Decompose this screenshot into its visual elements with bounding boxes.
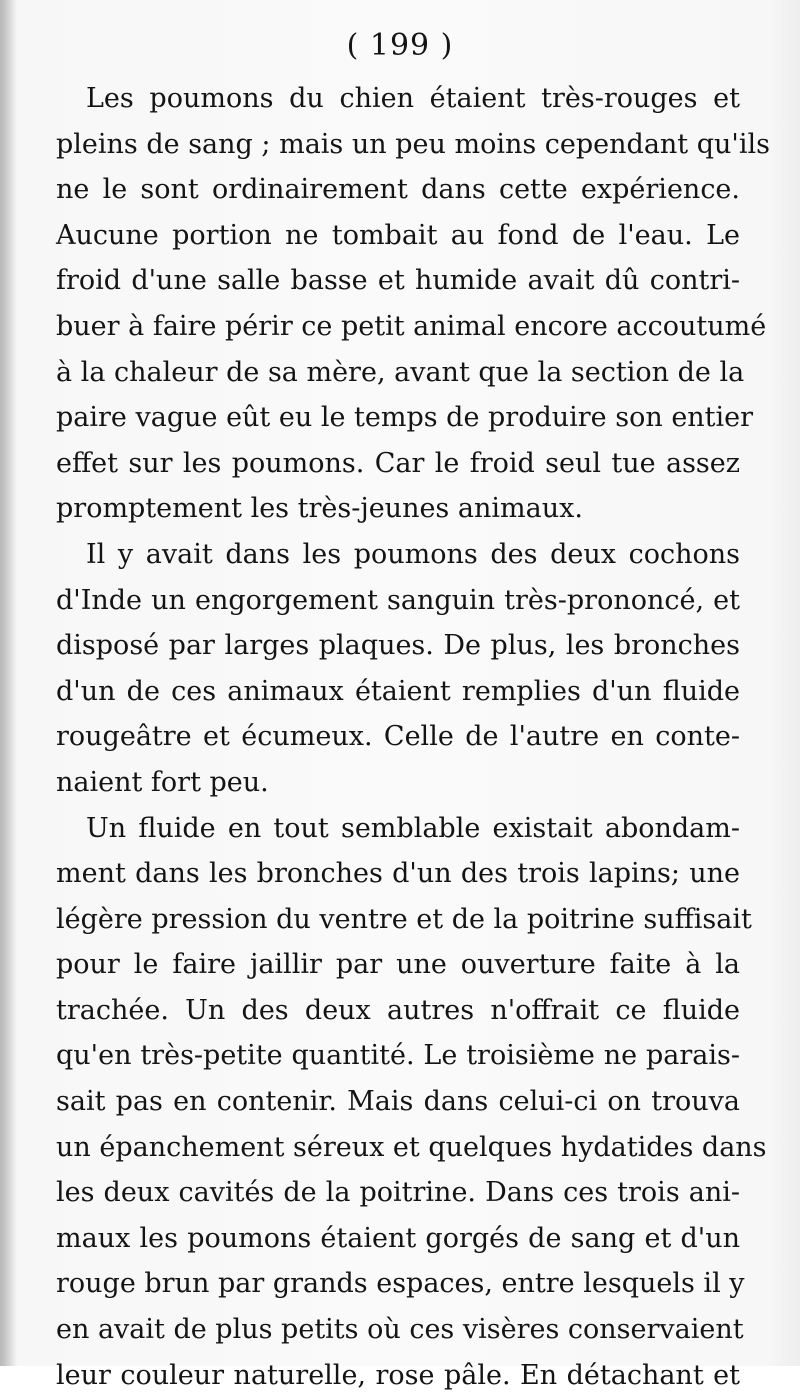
text-line: ne le sont ordinairement dans cette expérience.	[56, 174, 740, 206]
text-line: rouge brun par grands espaces, entre lesquels il y	[56, 1268, 745, 1300]
text-line: pour le faire jaillir par une ouverture faite à la	[56, 949, 740, 981]
text-line: maux les poumons étaient gorgés de sang et d'un	[56, 1222, 740, 1254]
text-line: rougeâtre et écumeux. Celle de l'autre en conte-	[56, 721, 740, 753]
text-line: Il y avait dans les poumons des deux cochons	[86, 538, 740, 570]
text-line: d'un de ces animaux étaient remplies d'un fluide	[56, 675, 740, 707]
text-line: d'Inde un engorgement sanguin très-prononcé, et	[56, 584, 740, 616]
text-line: ment dans les bronches d'un des trois lapins; une	[56, 858, 740, 890]
text-line: promptement les très-jeunes animaux.	[56, 493, 583, 525]
text-line: Les poumons du chien étaient très-rouges et	[86, 83, 740, 114]
text-line: les deux cavités de la poitrine. Dans ces trois ani-	[56, 1177, 740, 1209]
text-line: sait pas en contenir. Mais dans celui-ci on trouva	[56, 1086, 740, 1118]
text-line: Aucune portion ne tombait au fond de l'eau. Le	[56, 219, 740, 251]
text-line: à la chaleur de sa mère, avant que la section de la	[56, 356, 745, 388]
text-line: en avait de plus petits où ces visères conservaient	[56, 1314, 744, 1346]
text-line: leur couleur naturelle, rose pâle. En détachant et	[56, 1359, 740, 1391]
binding-shadow	[0, 0, 16, 1366]
text-line: disposé par larges plaques. De plus, les bronches	[56, 630, 740, 662]
text-line: naient fort peu.	[56, 766, 269, 798]
text-line: buer à faire périr ce petit animal encore accoutumé	[56, 310, 767, 342]
page-number: ( 199 )	[346, 28, 454, 63]
text-line: effet sur les poumons. Car le froid seul tue assez	[56, 447, 740, 479]
body-text	[56, 76, 770, 1398]
text-line: froid d'une salle basse et humide avait dû contri-	[56, 265, 740, 297]
text-line: paire vague eût eu le temps de produire son entier	[56, 402, 754, 434]
text-line: Un fluide en tout semblable existait abondam-	[86, 812, 740, 844]
text-line: pleins de sang ; mais un peu moins cependant qu'ils	[56, 128, 770, 160]
text-line: un épanchement séreux et quelques hydatides dans	[56, 1131, 767, 1163]
text-line: trachée. Un des deux autres n'offrait ce fluide	[56, 994, 740, 1026]
text-line: qu'en très-petite quantité. Le troisième ne parais-	[56, 1040, 740, 1072]
text-line: légère pression du ventre et de la poitrine suffisait	[56, 903, 752, 935]
